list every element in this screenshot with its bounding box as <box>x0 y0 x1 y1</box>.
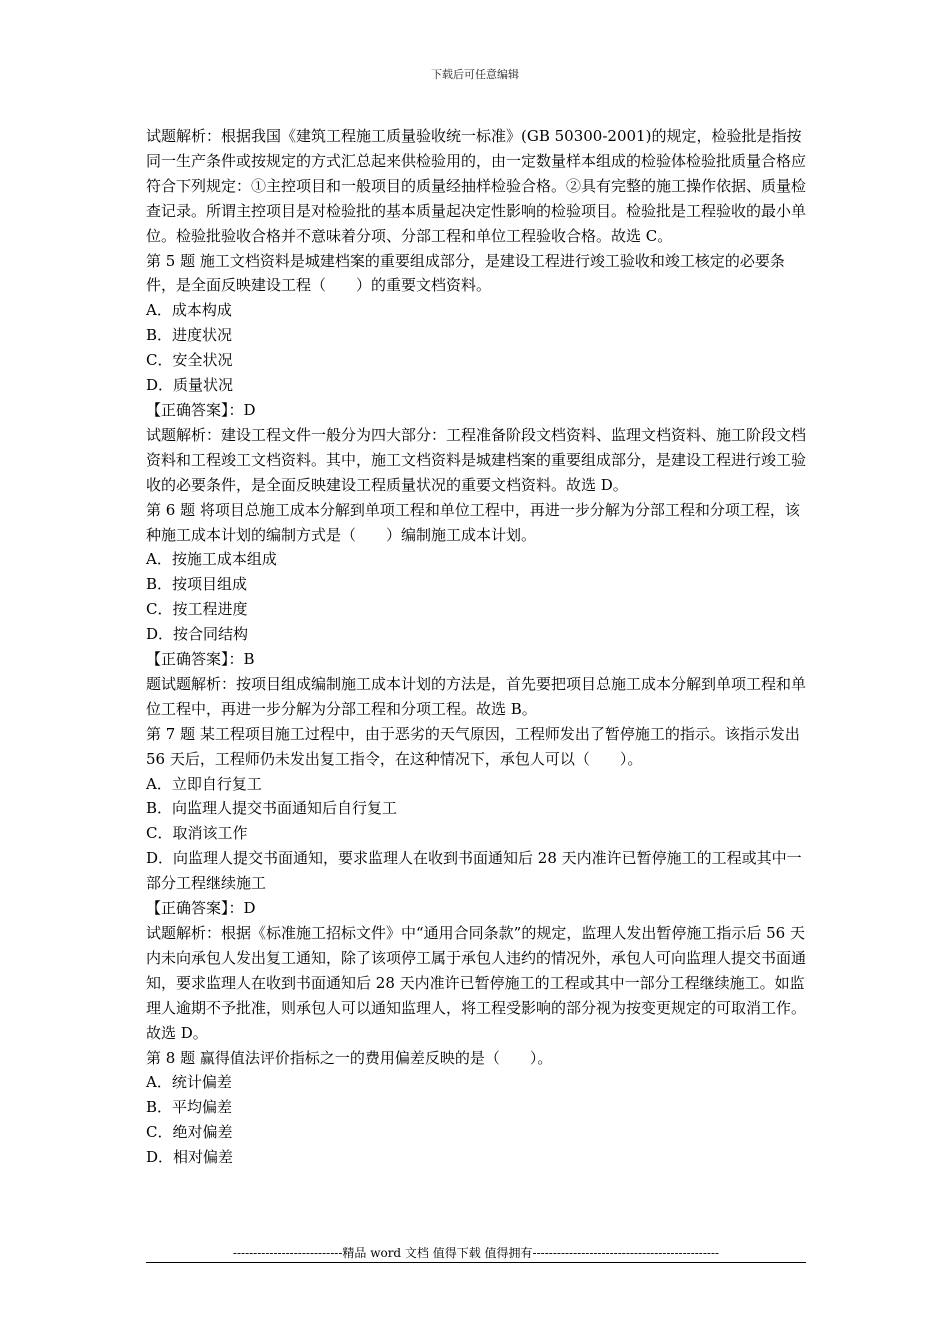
page-header: 下载后可任意编辑 <box>431 68 519 81</box>
question-7-explanation: 试题解析：根据《标准施工招标文件》中“通用合同条款”的规定，监理人发出暂停施工指示后 56 天内未向承包人发出复工通知，除了该项停工属于承包人违约的情况外，承包人可向监理人提交书面通知，要求监理人在收到书面通知后 28 天内准许已暂停施工的工程或其中一部分工程继续施工。如监理人逾期不予批准，则承包人可以通知监理人，将工程受影响的部分视为按变更规定的可取消工作。故选 D。 <box>146 924 807 1042</box>
footer-rule <box>146 1262 806 1263</box>
question-5-answer: 【正确答案】：D <box>146 400 256 419</box>
question-6: 第 6 题 将项目总施工成本分解到单项工程和单位工程中，再进一步分解为分部工程和分项工程，该种施工成本计划的编制方式是（ ）编制施工成本计划。 <box>146 500 800 544</box>
question-8-option-c: C．绝对偏差 <box>146 1123 233 1142</box>
question-6-option-c: C．按工程进度 <box>146 600 248 619</box>
question-6-answer: 【正确答案】：B <box>146 650 255 669</box>
question-5-option-b: B．进度状况 <box>146 326 233 345</box>
question-5: 第 5 题 施工文档资料是城建档案的重要组成部分，是建设工程进行竣工验收和竣工核定的必要条件，是全面反映建设工程（ ）的重要文档资料。 <box>146 251 785 295</box>
question-6-option-d: D．按合同结构 <box>146 625 249 644</box>
question-8-option-d: D．相对偏差 <box>146 1148 234 1167</box>
question-8-option-a: A．统计偏差 <box>146 1073 232 1092</box>
document-body <box>146 124 810 1170</box>
question-8: 第 8 题 赢得值法评价指标之一的费用偏差反映的是（ ）。 <box>146 1048 553 1067</box>
question-5-explanation: 试题解析：建设工程文件一般分为四大部分：工程准备阶段文档资料、监理文档资料、施工阶段文档资料和工程竣工文档资料。其中，施工文档资料是城建档案的重要组成部分，是建设工程进行竣工验收的必要条件，是全面反映建设工程质量状况的重要文档资料。故选 D。 <box>146 425 807 494</box>
question-6-option-b: B．按项目组成 <box>146 575 248 594</box>
question-5-option-d: D．质量状况 <box>146 376 234 395</box>
question-7-option-b: B．向监理人提交书面通知后自行复工 <box>146 799 398 818</box>
question-6-option-a: A．按施工成本组成 <box>146 550 277 569</box>
question-8-option-b: B．平均偏差 <box>146 1098 233 1117</box>
page-footer: ---------------------------精品 word 文档 值得下载 值得拥有---------------------------------------------- <box>232 1246 720 1260</box>
question-7-option-a: A．立即自行复工 <box>146 774 262 793</box>
question-6-explanation: 题试题解析：按项目组成编制施工成本计划的方法是，首先要把项目总施工成本分解到单项工程和单位工程中，再进一步分解为分部工程和分项工程。故选 B。 <box>146 674 807 718</box>
question-7-option-d: D．向监理人提交书面通知，要求监理人在收到书面通知后 28 天内准许已暂停施工的工程或其中一部分工程继续施工 <box>146 849 802 893</box>
question-7: 第 7 题 某工程项目施工过程中，由于恶劣的天气原因，工程师发出了暂停施工的指示。该指示发出 56 天后，工程师仍未发出复工指令，在这种情况下，承包人可以（ ）。 <box>146 724 800 768</box>
question-5-option-c: C．安全状况 <box>146 351 233 370</box>
explanation-paragraph: 试题解析：根据我国《建筑工程施工质量验收统一标准》(GB 50300-2001)的规定，检验批是指按同一生产条件或按规定的方式汇总起来供检验用的，由一定数量样本组成的检验体检验批质量合格应符合下列规定：①主控项目和一般项目的质量经抽样检验合格。②具有完整的施工操作依据、质量检查记录。所谓主控项目是对检验批的基本质量起决定性影响的检验项目。检验批是工程验收的最小单位。检验批验收合格并不意味着分项、分部工程和单位工程验收合格。故选 C。 <box>146 127 807 245</box>
question-5-option-a: A．成本构成 <box>146 301 232 320</box>
question-7-option-c: C．取消该工作 <box>146 824 248 843</box>
question-7-answer: 【正确答案】：D <box>146 899 256 918</box>
